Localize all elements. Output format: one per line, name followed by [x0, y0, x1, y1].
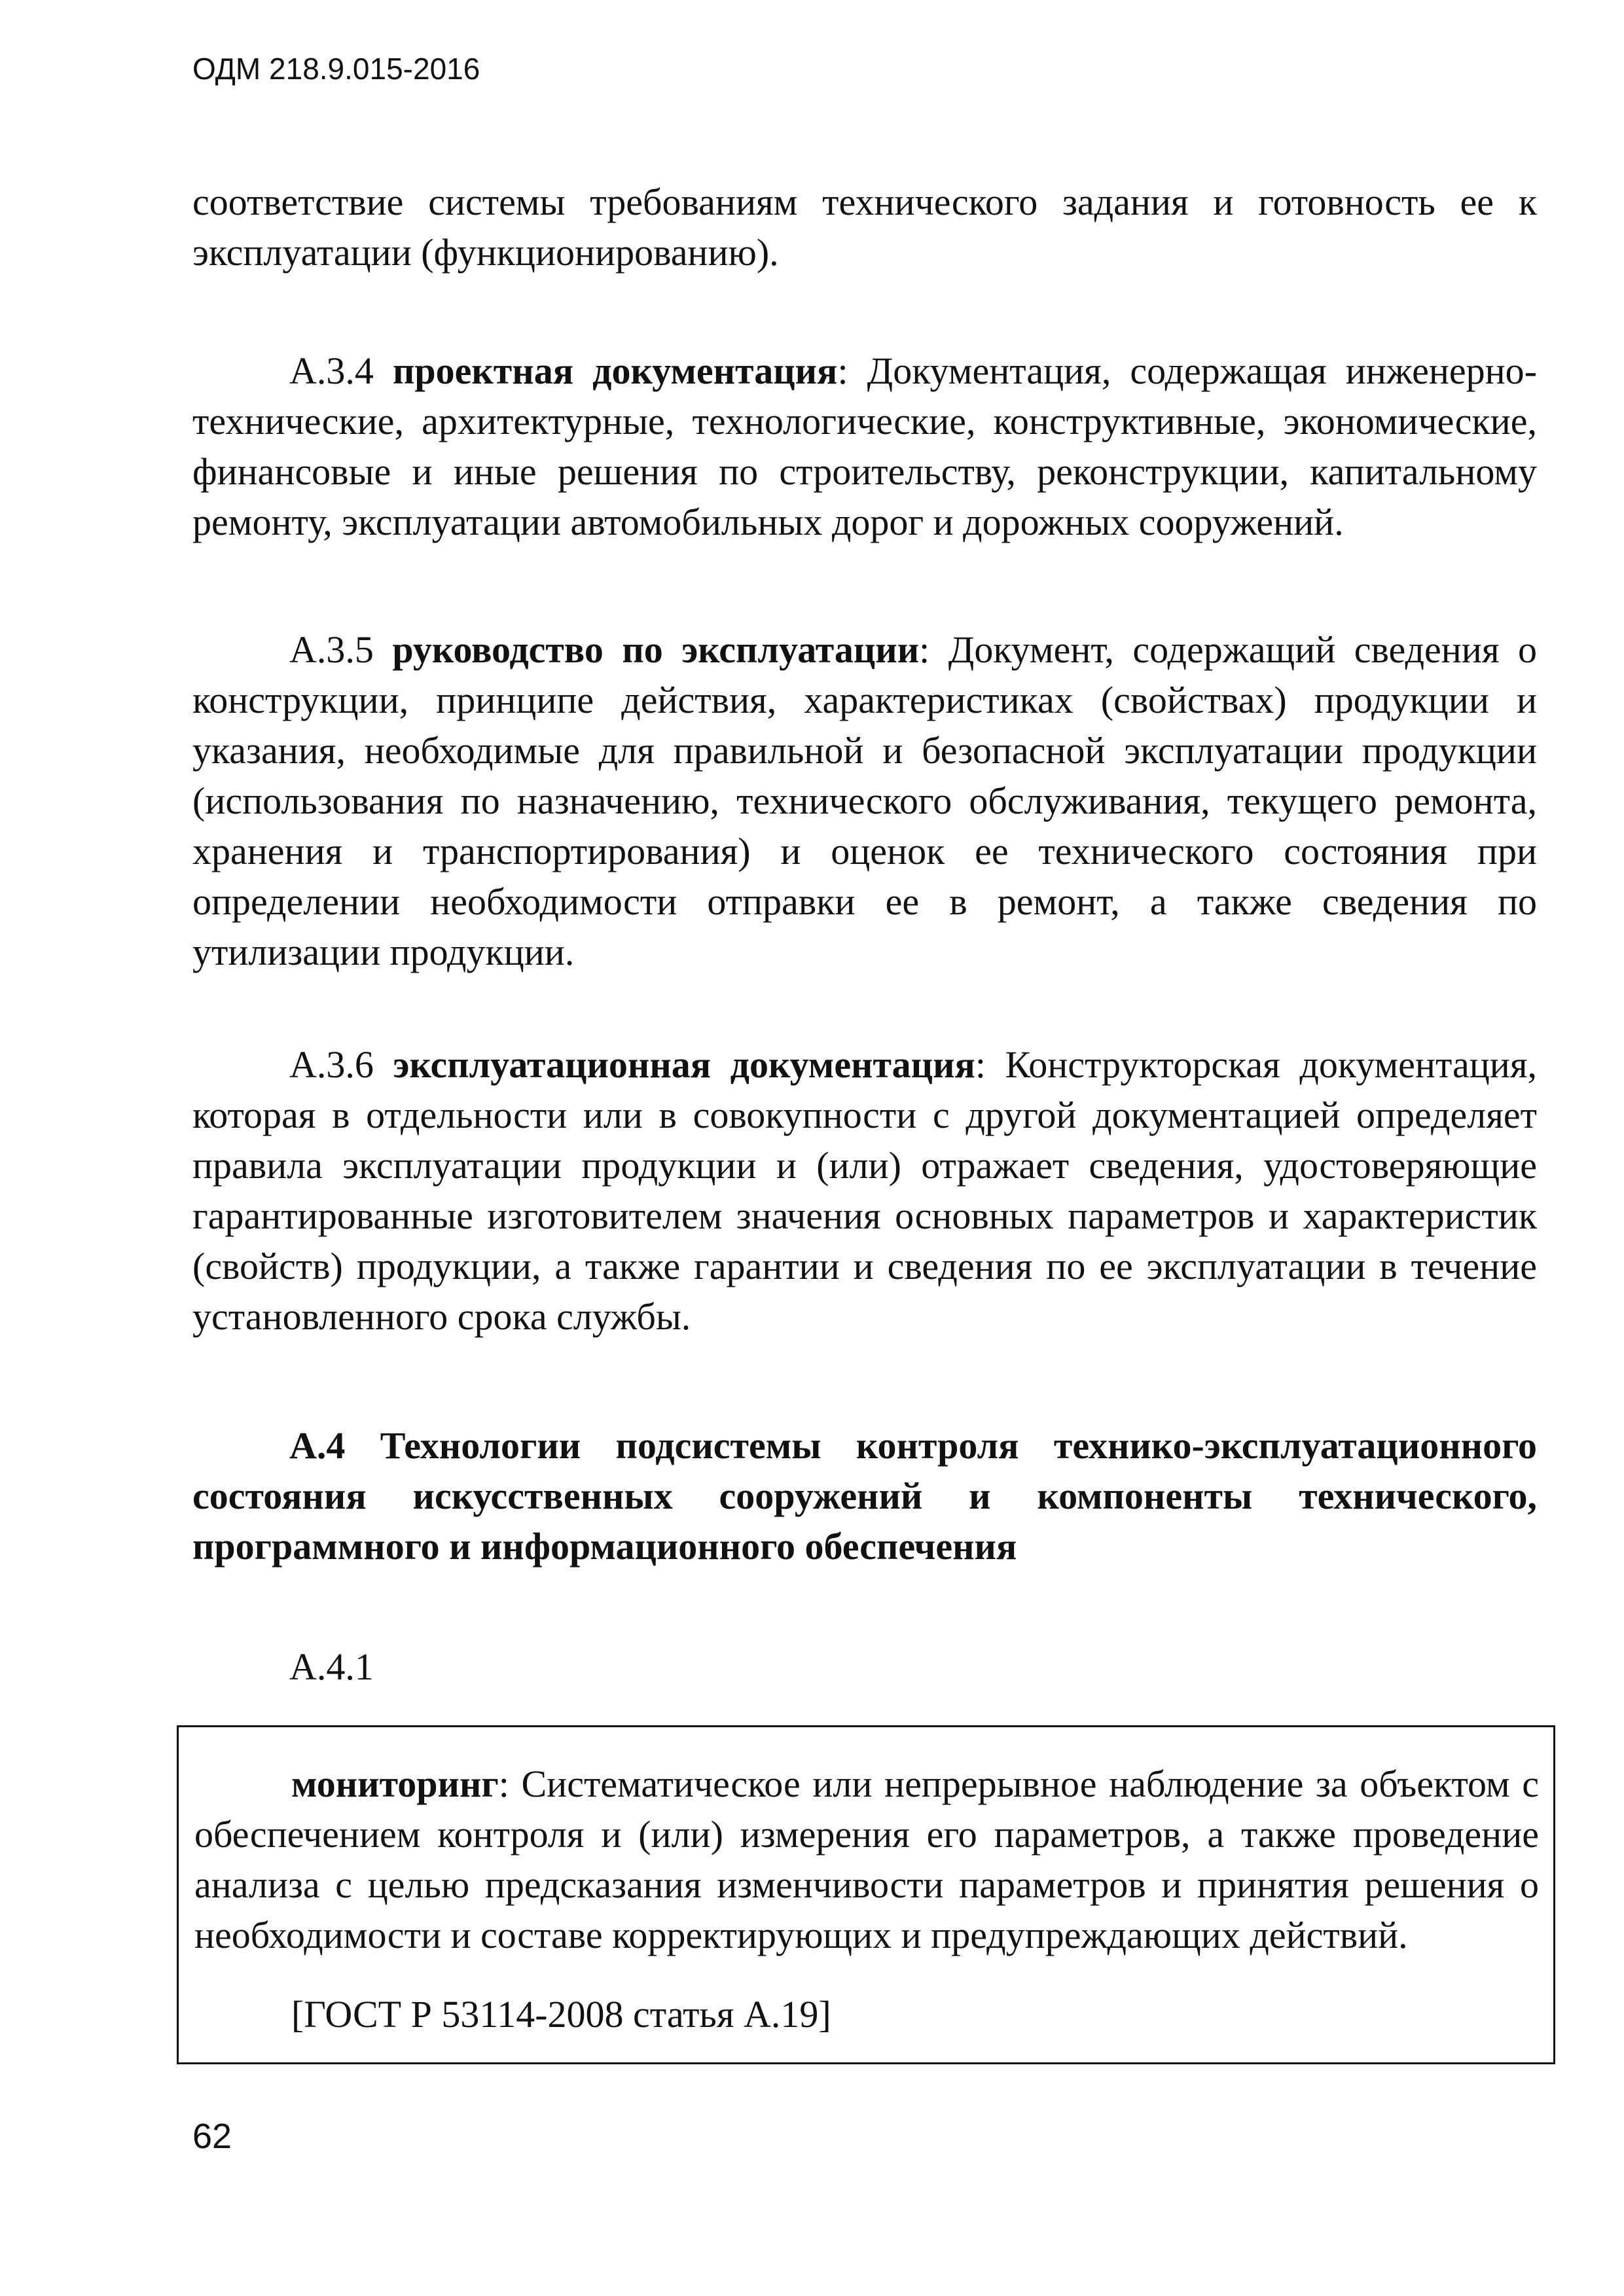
page-number: 62 — [192, 2117, 232, 2156]
definition-text: : Документ, содержащий сведения о конструкции, принципе действия, характеристиках (свойствах) продукции и указания, необходимые для правильной и безопасной эксплуатации продукции (использования по назначению, технического обслуживания, текущего ремонта, хранения и транспортирования) и оценок ее технического состояния при определении необходимости отправки ее в ремонт, а также сведения по утилизации продукции. — [192, 628, 1537, 973]
definition-text: : Систематическое или непрерывное наблюдение за объектом с обеспечением контроля и (или) измерения его параметров, а также проведение анализа с целью предсказания изменчивости параметров и принятия решения о необходимости и составе корректирующих и предупреждающих действий. — [194, 1763, 1539, 1956]
term-definition-box — [177, 1725, 1555, 2064]
definition-text: : Конструкторская документация, которая в отдельности или в совокупности с другой документацией определяет правила эксплуатации продукции и (или) отражает сведения, удостоверяющие гарантированные изготовителем значения основных параметров и характеристик (свойств) продукции, а также гарантии и сведения по ее эксплуатации в течение установленного срока службы. — [192, 1043, 1537, 1338]
clause-number: А.3.4 — [289, 350, 393, 392]
clause-number: А.3.5 — [289, 628, 393, 671]
paragraph-a36 — [192, 1039, 1537, 1342]
monitoring-definition — [194, 1759, 1539, 1960]
source-reference: [ГОСТ Р 53114-2008 статья А.19] — [291, 1993, 831, 2036]
paragraph-a34 — [192, 346, 1537, 547]
defined-term: проектная документация — [392, 350, 838, 392]
section-heading-a4: А.4 Технологии подсистемы контроля технико-эксплуатационного состояния искусственных сооружений и компоненты технического, программного и информационного обеспечения — [192, 1424, 1537, 1568]
defined-term: мониторинг — [291, 1763, 499, 1805]
paragraph-continuation: соответствие системы требованиям технического задания и готовность ее к эксплуатации (функционированию). — [192, 181, 1537, 274]
document-code-header: ОДМ 218.9.015-2016 — [192, 52, 480, 86]
clause-number-a41: А.4.1 — [289, 1645, 374, 1688]
clause-number: А.3.6 — [289, 1043, 393, 1086]
paragraph-a35 — [192, 624, 1537, 977]
definition-text: : Документация, содержащая инженерно-технические, архитектурные, технологические, конструктивные, экономические, финансовые и иные решения по строительству, реконструкции, капитальному ремонту, эксплуатации автомобильных дорог и дорожных сооружений. — [192, 350, 1537, 543]
defined-term: руководство по эксплуатации — [392, 628, 920, 671]
defined-term: эксплуатационная документация — [393, 1043, 975, 1086]
